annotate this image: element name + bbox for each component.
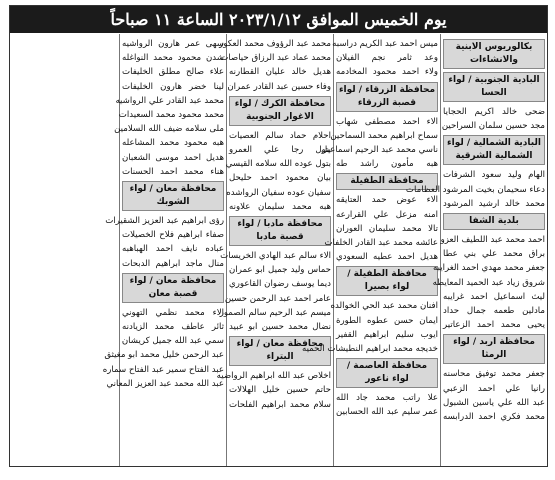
name-entry: ايوب سليم ابراهيم القفير [336, 329, 438, 340]
name-entry: ناسي محمد عبد الرحيم اسماعيل [321, 145, 438, 156]
name-entry: هديل خالد عليان القطارنه [229, 67, 331, 78]
column-4 [102, 34, 226, 466]
name-entry: مادلين طعمه جمال حداد [443, 306, 545, 317]
name-entry: اخلاص عبد الله ابراهيم الرواضيه [216, 371, 331, 382]
name-entry: هبه محمود محمد المشاعله [122, 138, 224, 149]
name-entry: علا راتب محمد جاد الله [336, 393, 438, 404]
section-heading: محافظة معان / لواء قصبة معان [122, 273, 224, 303]
name-entry: ملى سلامه ضيف الله السلامين [114, 124, 224, 135]
name-entry: عبد الله محمد عبد العزيز المعاني [106, 378, 224, 389]
columns-container [10, 34, 547, 466]
name-entry: علاء صالح مطلق الخليفات [122, 67, 224, 78]
name-entry: عبد الفتاح سمير عبد الفتاح سماره [102, 364, 224, 375]
section-heading: محافظة مادبا / لواء قصبة مادبا [229, 216, 331, 246]
name-entry: محمد فكري احمد الدرابسه [443, 412, 545, 423]
name-entry: خديجه محمد ابراهيم النطيشات الحميه [301, 344, 438, 355]
section-heading: محافظة العاصمة / لواء ناعور [336, 358, 438, 388]
name-entry: سفيان عوده سفيان الرواشده [226, 187, 331, 198]
section-heading: بلدية الشفا [443, 213, 545, 230]
name-entry: سلام محمد ابراهيم الفلحات [229, 399, 331, 410]
name-entry: هديل احمد عطيه السعودي [336, 252, 438, 263]
name-entry: ديما يوسف رضوان القاعوري [229, 279, 331, 290]
name-entry: سماح ابراهيم محمد السماحين [330, 130, 438, 141]
section-heading: محافظة الكرك / لواء الاغوار الجنوبية [229, 96, 331, 126]
name-entry: عباده نايف احمد الهباهبه [122, 244, 224, 255]
name-entry: بتول عوده الله سلامه القيسي [225, 159, 331, 170]
name-entry: محمد عبد الرؤوف محمد العكور [219, 39, 331, 49]
name-entry: عامر احمد عبد الرحمن حسين [224, 293, 331, 304]
name-entry: عمر سليم عبد الله الحسابين [336, 407, 438, 418]
name-entry: ايمان حسن عطوه الطورة [336, 315, 438, 326]
name-entry: شروق زياد عبد الحميد المعايطه [432, 277, 545, 288]
page-title: يوم الخميس الموافق ٢٠٢٣/١/١٢ الساعة ١١ صباحاً [10, 6, 547, 33]
name-entry: الاء احمد مصطفى شهاب [336, 116, 438, 127]
name-entry: احمد محمد عبد اللطيف العزو [440, 235, 545, 246]
name-entry: ولاء احمد محمود المخادمه [336, 67, 438, 78]
section-heading: بكالوريوس الابنية والانشاءات [443, 39, 545, 69]
name-entry: سمي عبد الله جميل كريشان [121, 336, 224, 347]
name-entry: امنه مزعل علي القرارعه [336, 209, 438, 220]
section-heading: البادية الجنوبية / لواء الحسا [443, 72, 545, 102]
section-heading: محافظة الطفيلة [336, 173, 438, 190]
name-entry: ميس احمد عبد الكريم دراسبه [332, 39, 438, 49]
name-entry: محمد خالد ارشيد المرشود [443, 198, 545, 209]
name-entry: الاء سالم عبد الهادي الخريسات [220, 251, 331, 262]
column-1 [405, 34, 547, 466]
name-entry: محمد محمود محمد السعيدات [118, 110, 224, 121]
section-heading: البادية الشمالية / لواء الشمالية الشرقية [443, 135, 545, 165]
name-entry: عبد الرحمن خليل محمد ابو مغيثق [104, 350, 224, 361]
column-2 [301, 34, 440, 466]
name-entry: هديل احمد موسى الشعبان [122, 152, 224, 163]
name-entry: ثائر عاطف محمد الزيادنه [122, 322, 224, 333]
section-heading: محافظة الطفيلة / لواء بصيرا [336, 266, 438, 296]
name-entry: رؤى ابراهيم عبد العزيز الشقيرات [105, 216, 224, 227]
name-entry: ضحى خالد اكريم الحجايا [443, 107, 545, 117]
name-entry: هبه مأمون راشد طه [336, 159, 438, 170]
name-entry: دعاء سحيمان بخيت المرشود العظامات [405, 184, 545, 195]
name-entry: وعد ثامر نجم الفيلان [336, 53, 438, 64]
name-entry: حماس وليد جميل ابو عمران [229, 265, 331, 276]
name-entry: عبد الله علي ياسين الشبول [443, 397, 545, 408]
name-entry: الهام وليد سعود الشرفات [443, 170, 545, 181]
name-entry: نضال محمد حسين ابو عبيد [229, 322, 331, 333]
name-entry: هبه محمد سليمان علاونه [229, 201, 331, 212]
name-entry: هناء محمد احمد الحسنات [122, 166, 224, 177]
name-entry: تالا محمد سليمان العوران [336, 223, 438, 234]
name-entry: شدن محمود محمد النواغله [122, 53, 224, 64]
name-entry: يحيى محمد احمد الزعاتير [443, 320, 545, 331]
section-heading: محافظة معان / لواء البتراء [229, 336, 331, 366]
name-entry: صفاء ابراهيم فلاح الخصيلات [122, 230, 224, 241]
name-entry: جعفر محمد توفيق محاسنه [443, 369, 545, 380]
name-entry: منال ماجد ابراهيم الدبحات [122, 258, 224, 269]
section-heading: محافظة الزرقاء / لواء قصبة الزرقاء [336, 82, 438, 112]
column-3 [216, 34, 333, 466]
name-entry: ميسم عبد الرحيم سالم الصمور [219, 307, 331, 318]
name-entry: وفاء حسين عبد القادر عمران [227, 81, 331, 92]
name-entry: افنان محمد عبد الحي الخوالده [330, 301, 438, 312]
name-entry: عائشه محمد عبد القادر الخلفات [324, 238, 438, 249]
name-entry: احلام حماد سالم العصيات [229, 130, 331, 141]
name-entry: بيان محمود احمد حليحل [229, 173, 331, 184]
name-entry: حاتم حسين خليل الهلالات [229, 385, 331, 396]
name-entry: لينا خضر هارون الخليفات [122, 81, 224, 92]
name-entry: سهى عمر هارون الرواشيه [122, 39, 224, 49]
name-entry: مجد حسين سلمان السراحين [441, 121, 545, 132]
name-entry: ليث اسماعيل احمد غرايبه [443, 291, 545, 302]
name-entry: الاء محمد نظمي التهوني [122, 307, 224, 318]
name-entry: بتول رجا علي العمرو [229, 145, 331, 156]
name-entry: محمد عبد القادر علي الرواشيه [115, 95, 224, 106]
name-entry: براق محمد علي بني عطا [443, 249, 545, 260]
name-entry: الاء عوض حمد العتايقه [336, 195, 438, 206]
newspaper-page [9, 5, 548, 467]
name-entry: رانيا علي احمد الزعبي [443, 383, 545, 394]
section-heading: محافظة معان / لواء الشوبك [122, 181, 224, 211]
name-entry: جعفر محمد مهدي احمد الغرايبه [433, 263, 545, 274]
section-heading: محافظة اربد / لواء الرمثا [443, 334, 545, 364]
name-entry: محمد عماد عبد الرزاق حياصات [220, 53, 331, 64]
column-5 [12, 34, 119, 466]
